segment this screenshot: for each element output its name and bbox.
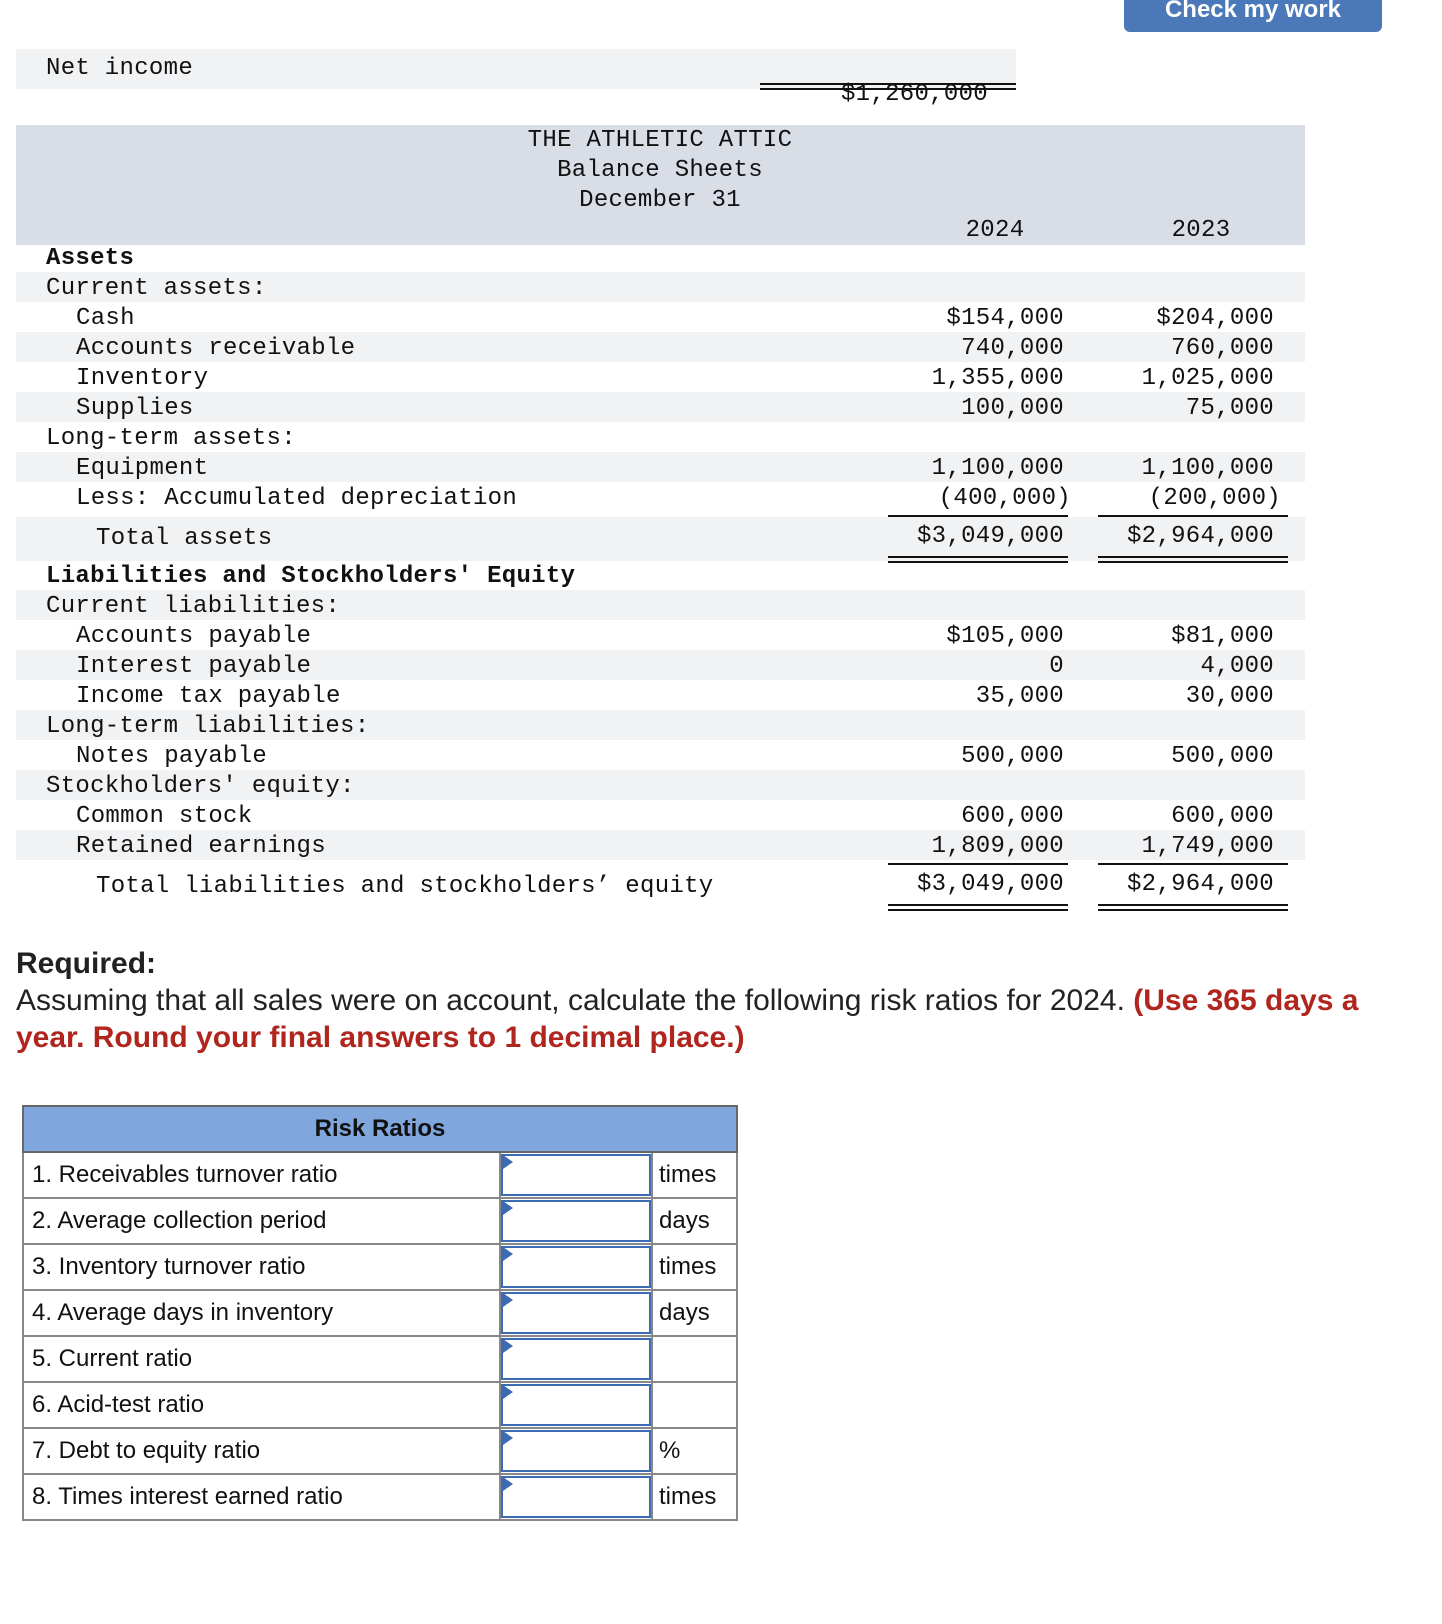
statement-title: Balance Sheets (557, 157, 763, 184)
required-instructions (16, 982, 1396, 1056)
required-text: Assuming that all sales were on account, calculate the following risk ratios for 2024. (16, 984, 1134, 1017)
notes-payable-2023: 500,000 (1171, 743, 1274, 770)
liabilities-equity-heading: Liabilities and Stockholders' Equity (46, 563, 576, 590)
average-collection-period-input[interactable] (501, 1200, 651, 1242)
average-days-inventory-input[interactable] (501, 1292, 651, 1334)
ratio-unit: % (652, 1428, 737, 1474)
risk-ratios-header: Risk Ratios (23, 1106, 737, 1152)
ratio-input-cell (500, 1428, 652, 1474)
table-row (23, 1290, 737, 1336)
accounts-receivable-label: Accounts receivable (76, 335, 356, 362)
ratio-input-cell (500, 1244, 652, 1290)
ratio-input-cell (500, 1290, 652, 1336)
stockholders-equity-heading: Stockholders' equity: (46, 773, 355, 800)
ratio-label: 7. Debt to equity ratio (23, 1428, 500, 1474)
ratio-input-cell (500, 1474, 652, 1520)
ratio-unit: times (652, 1244, 737, 1290)
subtotal-rule-2024 (888, 863, 1068, 865)
flag-icon (503, 1293, 513, 1307)
income-tax-payable-label: Income tax payable (76, 683, 341, 710)
table-row (23, 1336, 737, 1382)
total-assets-label: Total assets (96, 525, 273, 552)
ratio-unit (652, 1382, 737, 1428)
flag-icon (503, 1247, 513, 1261)
net-income-amount: $1,260,000 (840, 81, 988, 108)
common-stock-2024: 600,000 (961, 803, 1064, 830)
column-header-2023: 2023 (1171, 217, 1231, 244)
retained-earnings-2024: 1,809,000 (931, 833, 1064, 860)
required-heading: Required: (16, 947, 157, 980)
income-tax-payable-2023: 30,000 (1185, 683, 1274, 710)
company-name: THE ATHLETIC ATTIC (527, 127, 793, 154)
cash-2023: $204,000 (1156, 305, 1274, 332)
accumulated-depreciation-2024: (400,000) (938, 485, 1071, 512)
subtotal-rule-2024 (888, 515, 1068, 517)
ratio-label: 3. Inventory turnover ratio (23, 1244, 500, 1290)
supplies-label: Supplies (76, 395, 194, 422)
table-row (23, 1198, 737, 1244)
flag-icon (503, 1431, 513, 1445)
ratio-label: 2. Average collection period (23, 1198, 500, 1244)
required-emphasis: (Use 365 days a year. Round your final answers to 1 decimal place.) (16, 984, 1359, 1054)
ratio-label: 8. Times interest earned ratio (23, 1474, 500, 1520)
table-row (23, 1474, 737, 1520)
flag-icon (503, 1155, 513, 1169)
current-assets-heading: Current assets: (46, 275, 267, 302)
interest-payable-2023: 4,000 (1200, 653, 1274, 680)
flag-icon (503, 1339, 513, 1353)
subtotal-rule-2023 (1098, 863, 1288, 865)
retained-earnings-label: Retained earnings (76, 833, 326, 860)
ratio-label: 6. Acid-test ratio (23, 1382, 500, 1428)
supplies-2024: 100,000 (961, 395, 1064, 422)
total-liabilities-rule-2024 (888, 904, 1068, 911)
income-tax-payable-2024: 35,000 (975, 683, 1064, 710)
accounts-payable-2023: $81,000 (1171, 623, 1274, 650)
receivables-turnover-input[interactable] (501, 1154, 651, 1196)
ratio-input-cell (500, 1382, 652, 1428)
ratio-input-cell (500, 1152, 652, 1198)
table-row (23, 1244, 737, 1290)
long-term-assets-heading: Long-term assets: (46, 425, 296, 452)
accumulated-depreciation-2023: (200,000) (1148, 485, 1281, 512)
accounts-payable-label: Accounts payable (76, 623, 312, 650)
accounts-payable-2024: $105,000 (946, 623, 1064, 650)
long-term-liabilities-heading: Long-term liabilities: (46, 713, 370, 740)
equipment-label: Equipment (76, 455, 209, 482)
accounts-receivable-2024: 740,000 (961, 335, 1064, 362)
flag-icon (503, 1385, 513, 1399)
cash-2024: $154,000 (946, 305, 1064, 332)
supplies-2023: 75,000 (1185, 395, 1274, 422)
inventory-2023: 1,025,000 (1141, 365, 1274, 392)
column-header-2024: 2024 (965, 217, 1025, 244)
ratio-input-cell (500, 1336, 652, 1382)
ratio-unit: days (652, 1198, 737, 1244)
net-income-value (760, 50, 988, 110)
ratio-label: 4. Average days in inventory (23, 1290, 500, 1336)
flag-icon (503, 1477, 513, 1491)
net-income-label: Net income (46, 55, 194, 82)
total-liabilities-equity-2023: $2,964,000 (1126, 871, 1274, 898)
total-assets-rule-2023 (1098, 556, 1288, 563)
check-my-work-button[interactable]: Check my work (1124, 0, 1382, 32)
retained-earnings-2023: 1,749,000 (1141, 833, 1274, 860)
assets-heading: Assets (46, 245, 135, 272)
cash-label: Cash (76, 305, 135, 332)
ratio-input-cell (500, 1198, 652, 1244)
ratio-unit: days (652, 1290, 737, 1336)
inventory-label: Inventory (76, 365, 209, 392)
ratio-unit: times (652, 1474, 737, 1520)
accumulated-depreciation-label: Less: Accumulated depreciation (76, 485, 518, 512)
total-assets-rule-2024 (888, 556, 1068, 563)
common-stock-2023: 600,000 (1171, 803, 1274, 830)
total-liabilities-rule-2023 (1098, 904, 1288, 911)
current-liabilities-heading: Current liabilities: (46, 593, 341, 620)
ratio-label: 5. Current ratio (23, 1336, 500, 1382)
ratio-label: 1. Receivables turnover ratio (23, 1152, 500, 1198)
flag-icon (503, 1201, 513, 1215)
subtotal-rule-2023 (1098, 515, 1288, 517)
notes-payable-2024: 500,000 (961, 743, 1064, 770)
debt-to-equity-input[interactable] (501, 1430, 651, 1472)
ratio-unit (652, 1336, 737, 1382)
interest-payable-2024: 0 (1049, 653, 1064, 680)
statement-date: December 31 (579, 187, 741, 214)
acid-test-ratio-input[interactable] (501, 1384, 651, 1426)
current-ratio-input[interactable] (501, 1338, 651, 1380)
common-stock-label: Common stock (76, 803, 253, 830)
total-assets-2023: $2,964,000 (1126, 523, 1274, 550)
ratio-unit: times (652, 1152, 737, 1198)
interest-payable-label: Interest payable (76, 653, 312, 680)
equipment-2023: 1,100,000 (1141, 455, 1274, 482)
notes-payable-label: Notes payable (76, 743, 268, 770)
inventory-2024: 1,355,000 (931, 365, 1064, 392)
total-liabilities-equity-label: Total liabilities and stockholders’ equity (96, 873, 714, 900)
total-assets-2024: $3,049,000 (916, 523, 1064, 550)
table-row (23, 1382, 737, 1428)
accounts-receivable-2023: 760,000 (1171, 335, 1274, 362)
risk-ratios-table (22, 1105, 738, 1521)
table-row (23, 1428, 737, 1474)
equipment-2024: 1,100,000 (931, 455, 1064, 482)
net-income-underline (760, 83, 1016, 90)
inventory-turnover-input[interactable] (501, 1246, 651, 1288)
total-liabilities-equity-2024: $3,049,000 (916, 871, 1064, 898)
times-interest-earned-input[interactable] (501, 1476, 651, 1518)
table-row (23, 1152, 737, 1198)
